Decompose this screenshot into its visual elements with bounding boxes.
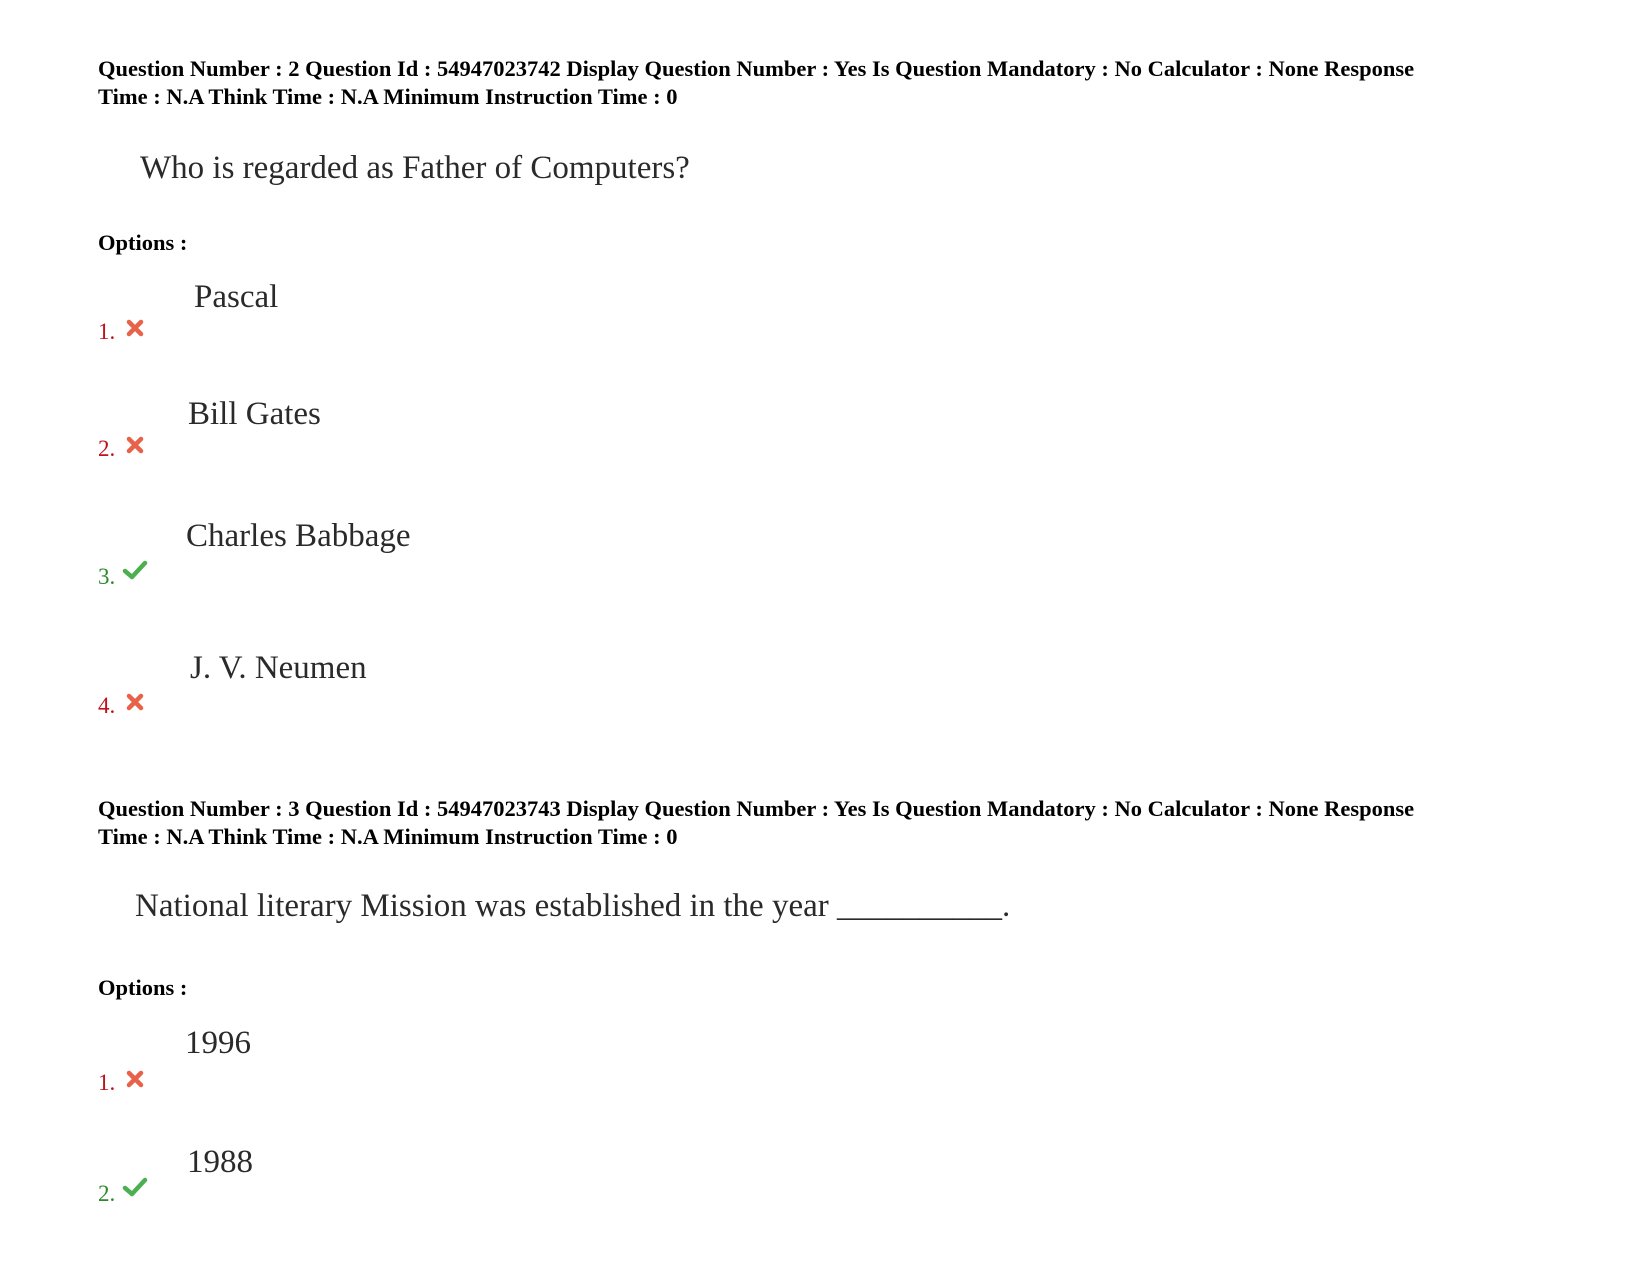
cross-icon: [125, 318, 147, 338]
option-number: 3.: [98, 564, 116, 589]
option-number: 2.: [98, 436, 116, 461]
question-3-header: [98, 795, 1598, 851]
question-meta-line-1: Question Number : 3 Question Id : 54947023743 Display Question Number : Yes Is Question Mandatory : No Calculator : None Response: [98, 796, 1415, 821]
question-meta-line-2: Time : N.A Think Time : N.A Minimum Instruction Time : 0: [98, 84, 678, 109]
question-3-text: National literary Mission was established in the year __________.: [135, 888, 1011, 924]
question-2-text: Who is regarded as Father of Computers?: [140, 150, 690, 186]
option-text: 1988: [187, 1144, 253, 1180]
cross-icon: [125, 435, 147, 455]
check-icon: [122, 1177, 148, 1197]
option-number: 2.: [98, 1181, 116, 1206]
question-meta-line-2: Time : N.A Think Time : N.A Minimum Instruction Time : 0: [98, 824, 678, 849]
option-text: Bill Gates: [188, 396, 321, 432]
option-number: 1.: [98, 319, 116, 344]
options-label: Options :: [98, 975, 188, 1000]
options-label: Options :: [98, 230, 188, 255]
cross-icon: [125, 1069, 147, 1089]
option-number: 4.: [98, 693, 116, 718]
option-text: Pascal: [194, 279, 279, 315]
option-text: J. V. Neumen: [190, 650, 367, 686]
question-meta-line-1: Question Number : 2 Question Id : 54947023742 Display Question Number : Yes Is Question Mandatory : No Calculator : None Response: [98, 56, 1415, 81]
question-2-header: [98, 55, 1598, 111]
option-text: 1996: [185, 1025, 251, 1061]
check-icon: [122, 560, 148, 580]
option-number: 1.: [98, 1070, 116, 1095]
cross-icon: [125, 692, 147, 712]
option-text: Charles Babbage: [186, 518, 411, 554]
